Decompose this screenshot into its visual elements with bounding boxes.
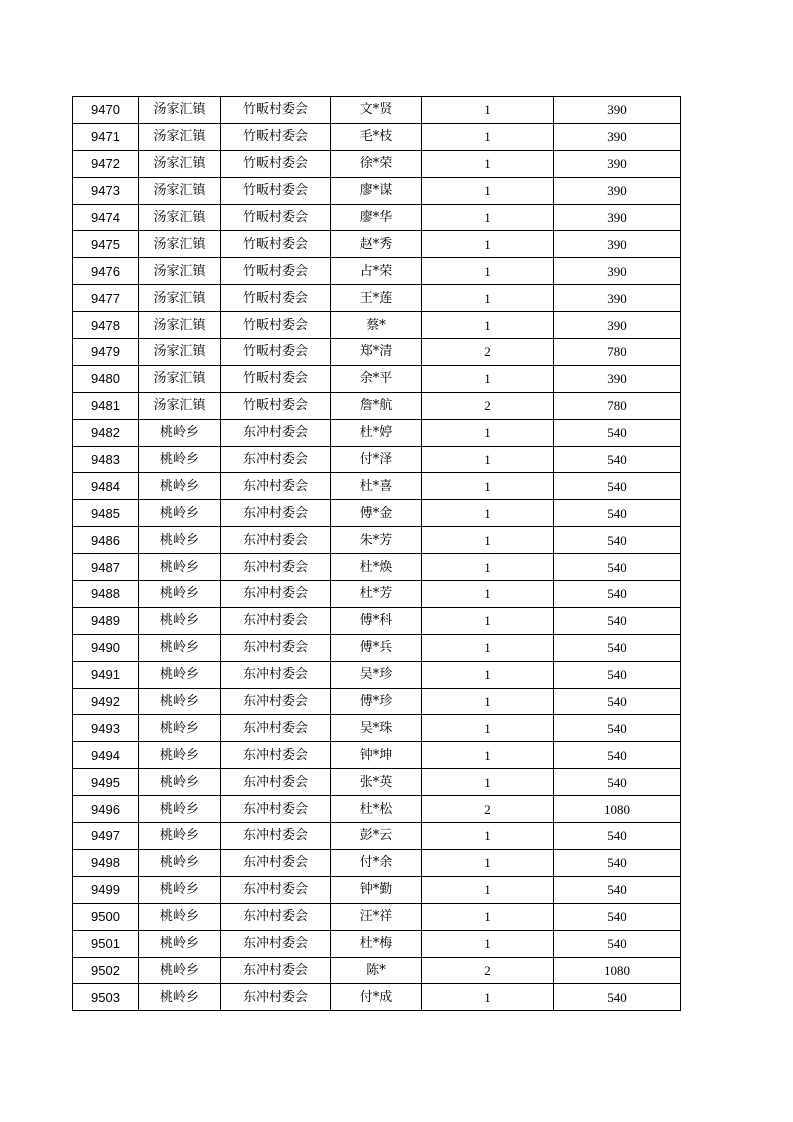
cell-village: 东冲村委会 <box>221 634 331 661</box>
cell-village: 东冲村委会 <box>221 957 331 984</box>
cell-village: 东冲村委会 <box>221 849 331 876</box>
cell-amount: 1080 <box>554 796 681 823</box>
cell-town: 汤家汇镇 <box>139 97 221 124</box>
cell-id: 9477 <box>73 285 139 312</box>
cell-id: 9496 <box>73 796 139 823</box>
table-row <box>73 365 681 392</box>
cell-count: 1 <box>422 903 554 930</box>
cell-village: 竹畈村委会 <box>221 339 331 366</box>
cell-name: 杜*松 <box>331 796 422 823</box>
cell-village: 竹畈村委会 <box>221 123 331 150</box>
cell-id: 9499 <box>73 876 139 903</box>
roster-table <box>72 96 681 1011</box>
cell-town: 汤家汇镇 <box>139 150 221 177</box>
cell-name: 吴*珠 <box>331 715 422 742</box>
cell-amount: 390 <box>554 150 681 177</box>
cell-town: 桃岭乡 <box>139 742 221 769</box>
cell-town: 桃岭乡 <box>139 446 221 473</box>
cell-id: 9483 <box>73 446 139 473</box>
cell-name: 傅*金 <box>331 500 422 527</box>
cell-amount: 540 <box>554 876 681 903</box>
cell-name: 杜*婷 <box>331 419 422 446</box>
cell-id: 9482 <box>73 419 139 446</box>
cell-count: 1 <box>422 177 554 204</box>
cell-count: 1 <box>422 500 554 527</box>
cell-id: 9475 <box>73 231 139 258</box>
table-row <box>73 204 681 231</box>
cell-count: 1 <box>422 607 554 634</box>
cell-village: 东冲村委会 <box>221 769 331 796</box>
cell-town: 汤家汇镇 <box>139 123 221 150</box>
cell-village: 竹畈村委会 <box>221 258 331 285</box>
cell-town: 桃岭乡 <box>139 688 221 715</box>
table-row <box>73 796 681 823</box>
cell-village: 东冲村委会 <box>221 446 331 473</box>
table-row <box>73 500 681 527</box>
cell-amount: 390 <box>554 204 681 231</box>
cell-town: 桃岭乡 <box>139 419 221 446</box>
cell-amount: 540 <box>554 419 681 446</box>
cell-village: 竹畈村委会 <box>221 150 331 177</box>
cell-town: 桃岭乡 <box>139 876 221 903</box>
cell-id: 9485 <box>73 500 139 527</box>
cell-amount: 780 <box>554 392 681 419</box>
cell-amount: 540 <box>554 715 681 742</box>
cell-id: 9498 <box>73 849 139 876</box>
cell-town: 桃岭乡 <box>139 984 221 1011</box>
table-row <box>73 177 681 204</box>
cell-id: 9489 <box>73 607 139 634</box>
cell-count: 1 <box>422 285 554 312</box>
cell-count: 1 <box>422 688 554 715</box>
cell-town: 桃岭乡 <box>139 500 221 527</box>
cell-count: 1 <box>422 930 554 957</box>
cell-name: 毛*枝 <box>331 123 422 150</box>
cell-name: 占*荣 <box>331 258 422 285</box>
cell-id: 9497 <box>73 823 139 850</box>
cell-town: 汤家汇镇 <box>139 204 221 231</box>
cell-village: 东冲村委会 <box>221 715 331 742</box>
cell-amount: 540 <box>554 903 681 930</box>
cell-village: 竹畈村委会 <box>221 97 331 124</box>
cell-town: 汤家汇镇 <box>139 339 221 366</box>
cell-id: 9492 <box>73 688 139 715</box>
cell-count: 1 <box>422 312 554 339</box>
table-row <box>73 930 681 957</box>
cell-town: 桃岭乡 <box>139 823 221 850</box>
cell-amount: 540 <box>554 769 681 796</box>
cell-count: 2 <box>422 957 554 984</box>
cell-amount: 540 <box>554 446 681 473</box>
cell-town: 桃岭乡 <box>139 903 221 930</box>
cell-id: 9473 <box>73 177 139 204</box>
cell-amount: 390 <box>554 312 681 339</box>
cell-town: 桃岭乡 <box>139 715 221 742</box>
table-row <box>73 984 681 1011</box>
cell-id: 9493 <box>73 715 139 742</box>
cell-amount: 540 <box>554 984 681 1011</box>
cell-name: 傅*科 <box>331 607 422 634</box>
cell-id: 9487 <box>73 554 139 581</box>
cell-id: 9481 <box>73 392 139 419</box>
cell-amount: 540 <box>554 930 681 957</box>
cell-count: 1 <box>422 123 554 150</box>
roster-table-body <box>73 97 681 1011</box>
cell-town: 桃岭乡 <box>139 769 221 796</box>
cell-amount: 390 <box>554 123 681 150</box>
cell-name: 徐*荣 <box>331 150 422 177</box>
cell-name: 钟*坤 <box>331 742 422 769</box>
cell-amount: 540 <box>554 500 681 527</box>
cell-village: 竹畈村委会 <box>221 312 331 339</box>
cell-amount: 390 <box>554 97 681 124</box>
cell-town: 汤家汇镇 <box>139 177 221 204</box>
cell-id: 9479 <box>73 339 139 366</box>
cell-town: 桃岭乡 <box>139 527 221 554</box>
cell-town: 汤家汇镇 <box>139 365 221 392</box>
cell-village: 东冲村委会 <box>221 500 331 527</box>
cell-id: 9484 <box>73 473 139 500</box>
cell-count: 1 <box>422 661 554 688</box>
cell-name: 廖*谋 <box>331 177 422 204</box>
cell-name: 汪*祥 <box>331 903 422 930</box>
cell-amount: 540 <box>554 742 681 769</box>
cell-name: 吴*珍 <box>331 661 422 688</box>
cell-amount: 540 <box>554 473 681 500</box>
table-row <box>73 392 681 419</box>
cell-count: 1 <box>422 365 554 392</box>
table-row <box>73 554 681 581</box>
cell-name: 赵*秀 <box>331 231 422 258</box>
cell-count: 2 <box>422 339 554 366</box>
cell-village: 东冲村委会 <box>221 554 331 581</box>
table-row <box>73 231 681 258</box>
table-row <box>73 581 681 608</box>
cell-amount: 540 <box>554 823 681 850</box>
cell-count: 1 <box>422 150 554 177</box>
cell-count: 1 <box>422 446 554 473</box>
cell-count: 1 <box>422 742 554 769</box>
cell-name: 詹*航 <box>331 392 422 419</box>
cell-count: 1 <box>422 823 554 850</box>
cell-id: 9471 <box>73 123 139 150</box>
table-row <box>73 285 681 312</box>
cell-count: 1 <box>422 204 554 231</box>
table-row <box>73 123 681 150</box>
cell-town: 桃岭乡 <box>139 661 221 688</box>
cell-name: 余*平 <box>331 365 422 392</box>
cell-count: 1 <box>422 581 554 608</box>
cell-id: 9472 <box>73 150 139 177</box>
cell-village: 东冲村委会 <box>221 419 331 446</box>
cell-town: 桃岭乡 <box>139 581 221 608</box>
cell-village: 东冲村委会 <box>221 742 331 769</box>
cell-count: 1 <box>422 527 554 554</box>
cell-name: 蔡* <box>331 312 422 339</box>
cell-village: 东冲村委会 <box>221 930 331 957</box>
cell-town: 桃岭乡 <box>139 634 221 661</box>
cell-id: 9480 <box>73 365 139 392</box>
cell-id: 9501 <box>73 930 139 957</box>
cell-town: 桃岭乡 <box>139 957 221 984</box>
cell-village: 东冲村委会 <box>221 661 331 688</box>
cell-amount: 390 <box>554 231 681 258</box>
cell-count: 1 <box>422 634 554 661</box>
cell-village: 东冲村委会 <box>221 903 331 930</box>
table-row <box>73 419 681 446</box>
cell-id: 9494 <box>73 742 139 769</box>
cell-amount: 540 <box>554 581 681 608</box>
table-row <box>73 957 681 984</box>
cell-id: 9474 <box>73 204 139 231</box>
cell-town: 汤家汇镇 <box>139 285 221 312</box>
cell-name: 傅*珍 <box>331 688 422 715</box>
cell-name: 陈* <box>331 957 422 984</box>
cell-town: 汤家汇镇 <box>139 392 221 419</box>
cell-name: 付*泽 <box>331 446 422 473</box>
cell-name: 杜*芳 <box>331 581 422 608</box>
cell-name: 王*莲 <box>331 285 422 312</box>
cell-amount: 1080 <box>554 957 681 984</box>
cell-amount: 540 <box>554 849 681 876</box>
cell-town: 桃岭乡 <box>139 849 221 876</box>
table-row <box>73 823 681 850</box>
cell-count: 1 <box>422 258 554 285</box>
cell-id: 9495 <box>73 769 139 796</box>
cell-amount: 540 <box>554 634 681 661</box>
cell-village: 东冲村委会 <box>221 876 331 903</box>
cell-count: 1 <box>422 473 554 500</box>
cell-town: 汤家汇镇 <box>139 312 221 339</box>
cell-id: 9486 <box>73 527 139 554</box>
cell-name: 钟*勤 <box>331 876 422 903</box>
cell-name: 傅*兵 <box>331 634 422 661</box>
cell-amount: 390 <box>554 258 681 285</box>
cell-amount: 540 <box>554 661 681 688</box>
cell-id: 9500 <box>73 903 139 930</box>
cell-amount: 390 <box>554 365 681 392</box>
cell-amount: 540 <box>554 607 681 634</box>
cell-town: 桃岭乡 <box>139 554 221 581</box>
cell-amount: 540 <box>554 688 681 715</box>
table-row <box>73 634 681 661</box>
table-row <box>73 688 681 715</box>
table-row <box>73 473 681 500</box>
cell-name: 朱*芳 <box>331 527 422 554</box>
cell-name: 张*英 <box>331 769 422 796</box>
cell-name: 杜*梅 <box>331 930 422 957</box>
cell-id: 9503 <box>73 984 139 1011</box>
table-row <box>73 97 681 124</box>
table-row <box>73 312 681 339</box>
cell-village: 竹畈村委会 <box>221 177 331 204</box>
cell-name: 杜*喜 <box>331 473 422 500</box>
cell-count: 1 <box>422 984 554 1011</box>
cell-id: 9490 <box>73 634 139 661</box>
cell-village: 竹畈村委会 <box>221 231 331 258</box>
table-row <box>73 769 681 796</box>
cell-count: 1 <box>422 554 554 581</box>
table-row <box>73 876 681 903</box>
cell-village: 东冲村委会 <box>221 607 331 634</box>
table-row <box>73 661 681 688</box>
cell-name: 杜*焕 <box>331 554 422 581</box>
cell-village: 竹畈村委会 <box>221 285 331 312</box>
cell-village: 竹畈村委会 <box>221 204 331 231</box>
cell-town: 汤家汇镇 <box>139 231 221 258</box>
cell-id: 9488 <box>73 581 139 608</box>
cell-name: 付*余 <box>331 849 422 876</box>
cell-village: 竹畈村委会 <box>221 392 331 419</box>
cell-id: 9470 <box>73 97 139 124</box>
cell-count: 2 <box>422 392 554 419</box>
cell-village: 东冲村委会 <box>221 473 331 500</box>
cell-count: 1 <box>422 419 554 446</box>
cell-id: 9476 <box>73 258 139 285</box>
cell-amount: 780 <box>554 339 681 366</box>
cell-town: 桃岭乡 <box>139 473 221 500</box>
cell-amount: 540 <box>554 527 681 554</box>
table-row <box>73 607 681 634</box>
cell-count: 1 <box>422 715 554 742</box>
cell-name: 文*贤 <box>331 97 422 124</box>
cell-town: 桃岭乡 <box>139 607 221 634</box>
table-row <box>73 742 681 769</box>
cell-town: 桃岭乡 <box>139 930 221 957</box>
table-row <box>73 527 681 554</box>
cell-name: 廖*华 <box>331 204 422 231</box>
cell-village: 东冲村委会 <box>221 527 331 554</box>
table-row <box>73 715 681 742</box>
table-row <box>73 446 681 473</box>
cell-id: 9478 <box>73 312 139 339</box>
cell-amount: 390 <box>554 177 681 204</box>
cell-count: 1 <box>422 97 554 124</box>
table-row <box>73 903 681 930</box>
cell-name: 郑*清 <box>331 339 422 366</box>
cell-village: 竹畈村委会 <box>221 365 331 392</box>
cell-count: 1 <box>422 849 554 876</box>
cell-town: 桃岭乡 <box>139 796 221 823</box>
cell-village: 东冲村委会 <box>221 688 331 715</box>
cell-village: 东冲村委会 <box>221 796 331 823</box>
cell-count: 2 <box>422 796 554 823</box>
cell-village: 东冲村委会 <box>221 581 331 608</box>
cell-id: 9491 <box>73 661 139 688</box>
cell-id: 9502 <box>73 957 139 984</box>
cell-count: 1 <box>422 769 554 796</box>
cell-count: 1 <box>422 876 554 903</box>
table-row <box>73 849 681 876</box>
table-row <box>73 258 681 285</box>
cell-name: 付*成 <box>331 984 422 1011</box>
table-row <box>73 339 681 366</box>
cell-amount: 540 <box>554 554 681 581</box>
cell-name: 彭*云 <box>331 823 422 850</box>
cell-village: 东冲村委会 <box>221 823 331 850</box>
cell-village: 东冲村委会 <box>221 984 331 1011</box>
cell-town: 汤家汇镇 <box>139 258 221 285</box>
table-row <box>73 150 681 177</box>
cell-amount: 390 <box>554 285 681 312</box>
cell-count: 1 <box>422 231 554 258</box>
